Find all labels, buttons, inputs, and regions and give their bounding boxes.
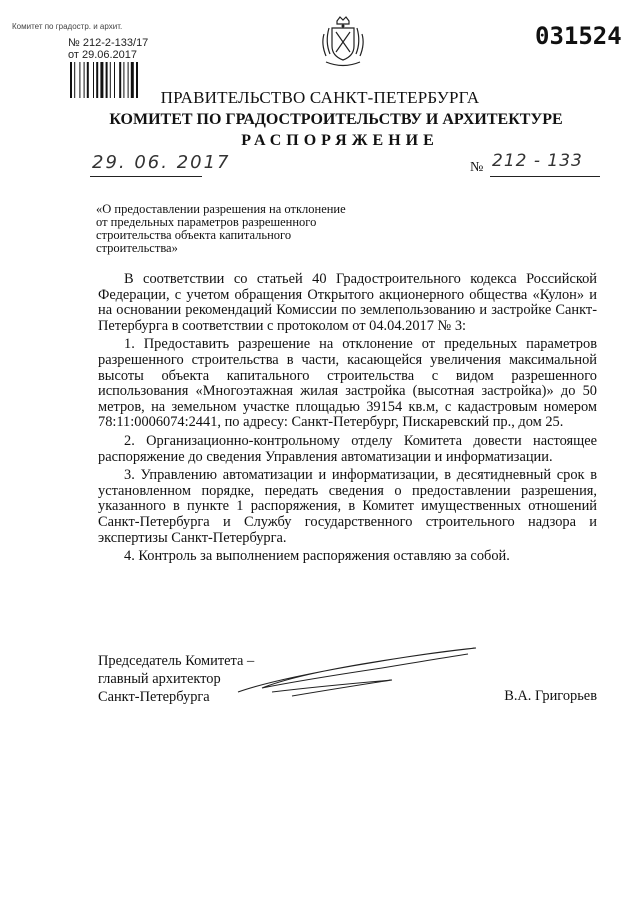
document-number: 212 - 133 [492,151,583,171]
order-item-1: 1. Предоставить разрешение на отклонение от предельных параметров разрешенного строительства в части, касающейся увеличения максимальной высоты объекта капитального строительства с видом разрешенного использования «Многоэтажная жилая застройка (высотная застройка)» до 50 метров, на земельном участке площадью 39154 кв.м, с кадастровым номером 78:11:0006074:2441, по адресу: Санкт-Петербург, Пискаревский пр., дом 25. [98,336,597,431]
date-underline [90,176,202,177]
handwritten-signature [232,640,482,712]
signatory-title-line: Председатель Комитета – [98,653,255,669]
number-sign: № [470,160,484,175]
subject-line: строительства» [96,241,178,255]
document-subject [96,203,366,255]
subject-line: строительства объекта капитального [96,228,292,242]
government-title: ПРАВИТЕЛЬСТВО САНКТ-ПЕТЕРБУРГА [160,88,480,107]
registration-date: от 29.06.2017 [68,49,138,61]
subject-line: от предельных параметров разрешенного [96,215,317,229]
order-item-4: 4. Контроль за выполнением распоряжения оставляю за собой. [124,548,510,565]
preamble-paragraph: В соответствии со статьей 40 Градостроительного кодекса Российской Федерации, с учетом обращения Открытого акционерного общества «Кулон» и на основании рекомендаций Комиссии по землепользованию и застройке Санкт-Петербурга в соответствии с протоколом от 04.04.2017 № 3: [98,271,597,334]
coat-of-arms-emblem [318,14,368,70]
registration-stamp-header: Комитет по градостр. и архит. [12,22,123,31]
subject-line: «О предоставлении разрешения на отклонение [96,202,346,216]
signatory-title-line: главный архитектор [98,671,221,687]
number-underline [490,176,600,177]
order-item-2: 2. Организационно-контрольному отделу Комитета довести настоящее распоряжение до сведения Управления автоматизации и информатизации. [98,432,597,465]
document-type-title: РАСПОРЯЖЕНИЕ [241,132,439,149]
signatory-title-line: Санкт-Петербурга [98,689,210,705]
document-body [98,272,597,568]
document-date: 29. 06. 2017 [92,152,231,173]
order-item-3: 3. Управлению автоматизации и информатизации, в десятидневный срок в установленном порядке, передать сведения о предоставлении разрешения, указанного в пункте 1 распоряжения, в Комитет имущественных отношений Санкт-Петербурга и Службу государственного строительного надзора и экспертизы Санкт-Петербурга. [98,467,597,546]
document-serial-number: 031524 [535,22,622,50]
signatory-title [98,652,254,706]
committee-title: КОМИТЕТ ПО ГРАДОСТРОИТЕЛЬСТВУ И АРХИТЕКТУРЕ [109,111,563,128]
registration-number: № 212-2-133/17 [68,37,149,49]
signer-name: В.А. Григорьев [504,688,597,704]
